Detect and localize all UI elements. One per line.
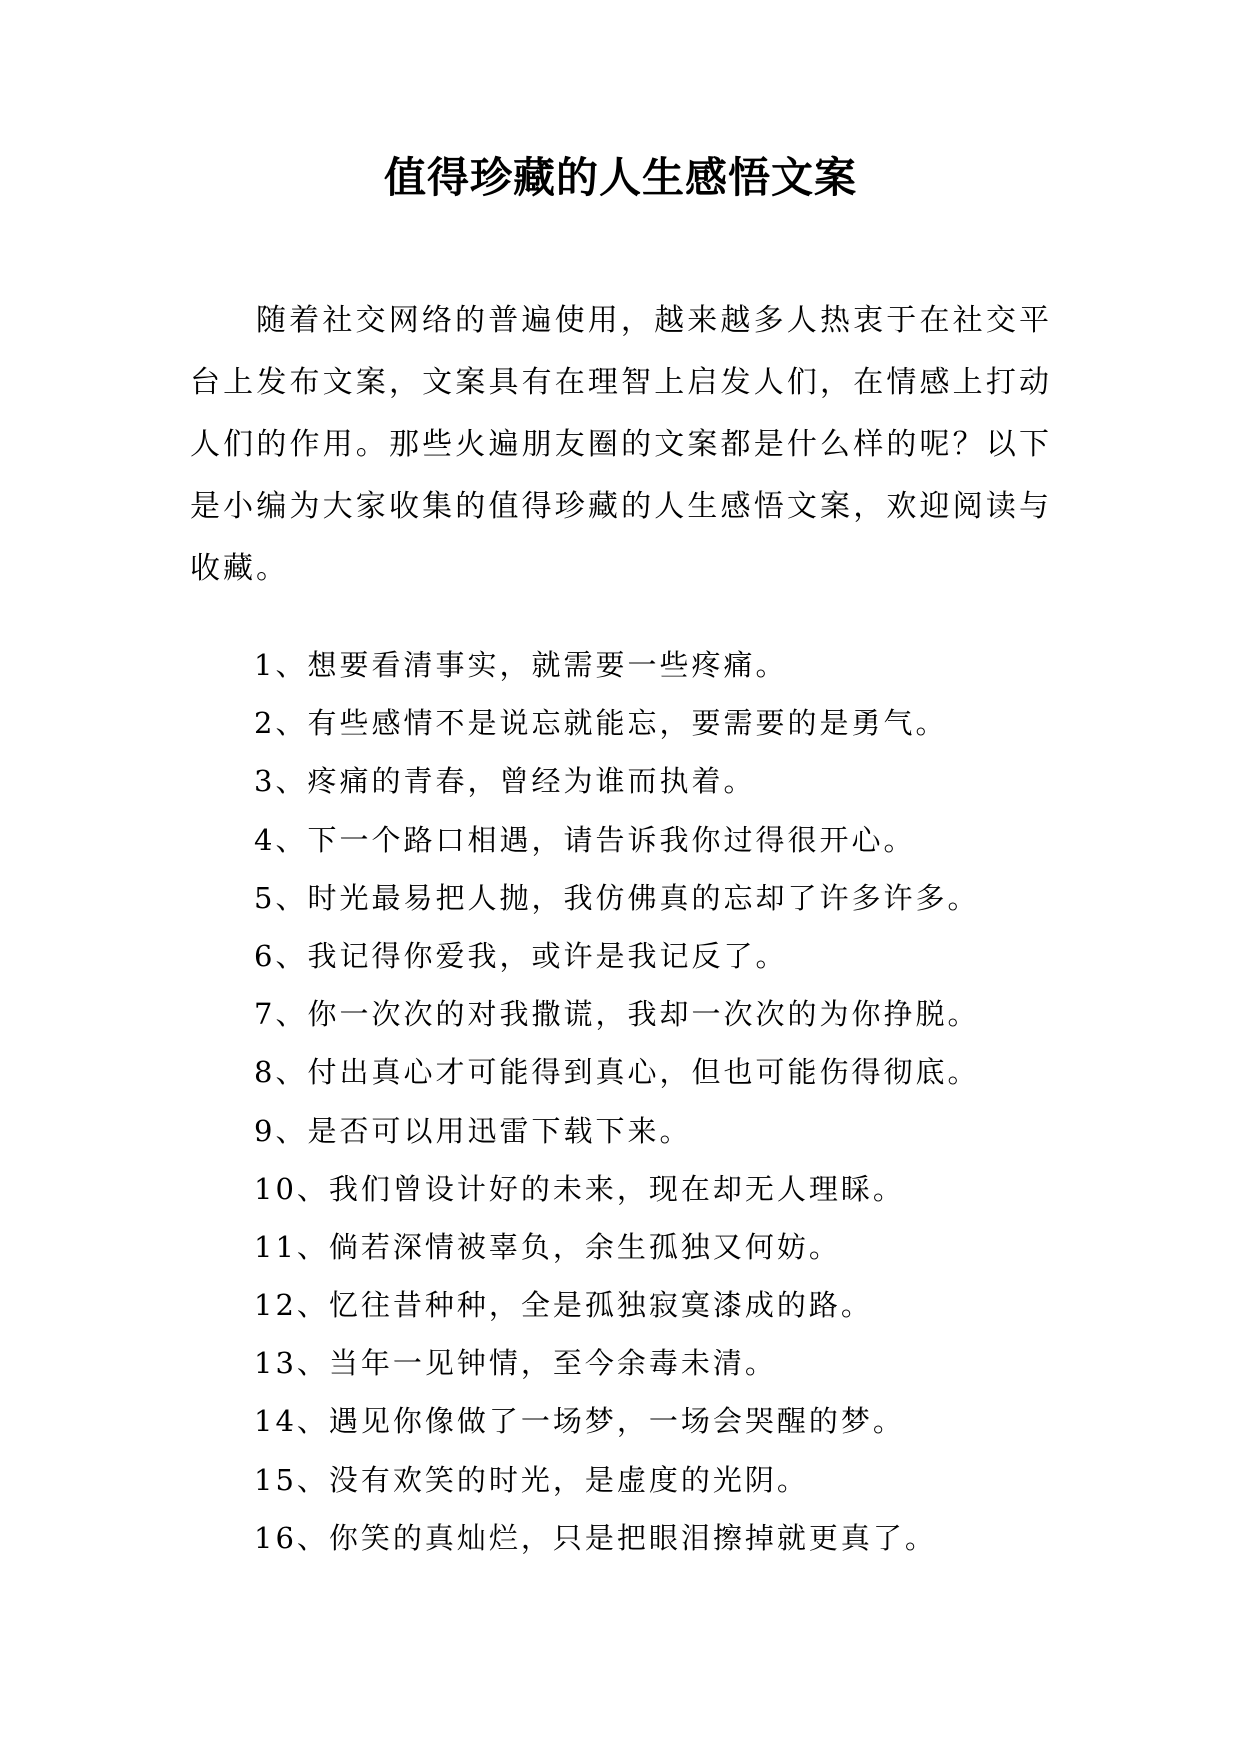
document-title: 值得珍藏的人生感悟文案 [383, 153, 857, 202]
list-item: 10、我们曾设计好的未来，现在却无人理睬。 [254, 1171, 905, 1206]
list-item: 9、是否可以用迅雷下载下来。 [254, 1113, 692, 1148]
list-item: 14、遇见你像做了一场梦，一场会哭醒的梦。 [254, 1404, 905, 1439]
list-item: 8、付出真心才可能得到真心，但也可能伤得彻底。 [254, 1055, 980, 1090]
list-item: 3、疼痛的青春，曾经为谁而执着。 [254, 764, 756, 799]
list-item: 2、有些感情不是说忘就能忘，要需要的是勇气。 [254, 706, 948, 741]
list-item: 1、想要看清事实，就需要一些疼痛。 [254, 648, 788, 682]
list-item: 12、忆往昔种种，全是孤独寂寞漆成的路。 [254, 1288, 873, 1323]
list-item: 16、你笑的真灿烂，只是把眼泪擦掉就更真了。 [254, 1520, 937, 1555]
intro-paragraph: 随着社交网络的普遍使用，越来越多人热衷于在社交平台上发布文案，文案具有在理智上启发人们，在情感上打动人们的作用。那些火遍朋友圈的文案都是什么样的呢？以下是小编为大家收集的值得珍藏的人生感悟文案，欢迎阅读与收藏。 [190, 303, 1052, 586]
quote-list [254, 636, 1114, 1567]
list-item: 11、倘若深情被辜负，余生孤独又何妨。 [254, 1229, 841, 1264]
list-item: 13、当年一见钟情，至今余毒未清。 [254, 1346, 777, 1381]
list-item: 15、没有欢笑的时光，是虚度的光阴。 [254, 1462, 809, 1497]
list-item: 4、下一个路口相遇，请告诉我你过得很开心。 [254, 822, 916, 857]
list-item: 5、时光最易把人抛，我仿佛真的忘却了许多许多。 [254, 880, 980, 915]
list-item: 6、我记得你爱我，或许是我记反了。 [254, 938, 788, 973]
list-item: 7、你一次次的对我撒谎，我却一次次的为你挣脱。 [254, 997, 980, 1032]
